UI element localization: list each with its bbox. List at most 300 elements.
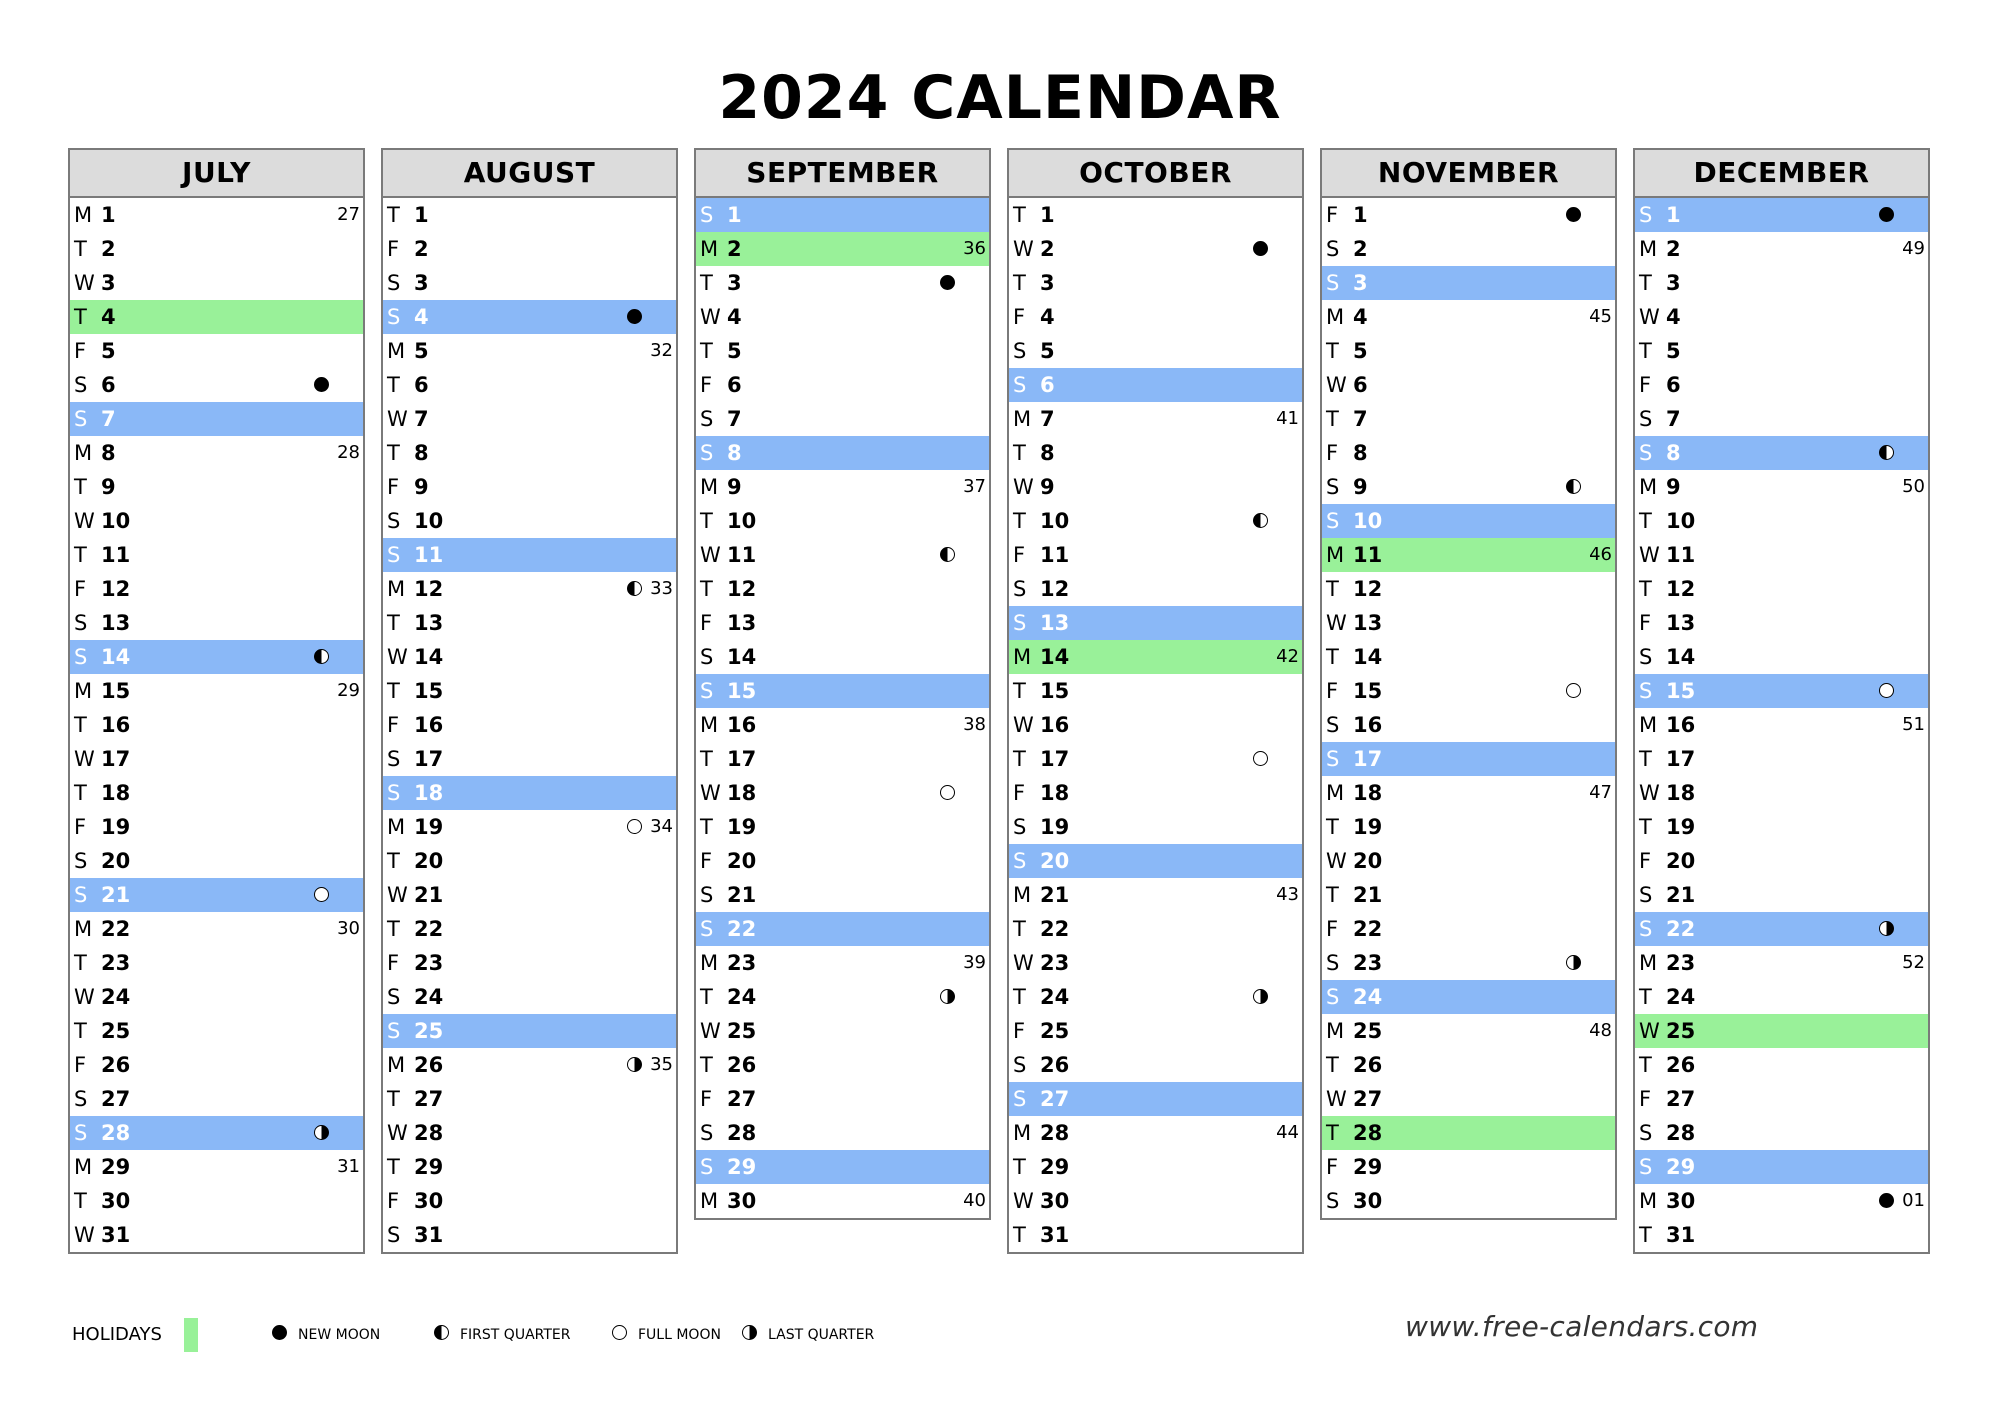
weekday-letter: M	[700, 475, 719, 499]
day-row	[1009, 946, 1302, 980]
weekday-letter: T	[74, 1189, 87, 1213]
day-row	[696, 334, 989, 368]
day-number: 6	[1666, 373, 1681, 397]
day-row	[383, 606, 676, 640]
weekday-letter: T	[74, 1019, 87, 1043]
weekday-letter: F	[1013, 1019, 1026, 1043]
day-number: 29	[1666, 1155, 1696, 1179]
week-number: 51	[1902, 714, 1925, 735]
weekday-letter: M	[74, 203, 93, 227]
day-number: 24	[727, 985, 757, 1009]
weekday-letter: S	[387, 509, 401, 533]
weekday-letter: T	[700, 747, 713, 771]
weekday-letter: M	[387, 339, 406, 363]
day-number: 17	[101, 747, 131, 771]
weekday-letter: S	[700, 1155, 714, 1179]
day-number: 29	[1353, 1155, 1383, 1179]
day-number: 18	[101, 781, 131, 805]
week-number: 28	[337, 442, 360, 463]
day-row	[1009, 504, 1302, 538]
day-row	[1009, 912, 1302, 946]
day-row	[383, 878, 676, 912]
day-number: 11	[727, 543, 757, 567]
weekday-letter: T	[700, 985, 713, 1009]
day-row	[383, 504, 676, 538]
weekday-letter: W	[1639, 1019, 1660, 1043]
day-number: 25	[727, 1019, 757, 1043]
day-number: 23	[101, 951, 131, 975]
day-number: 8	[101, 441, 116, 465]
day-number: 20	[727, 849, 757, 873]
day-row	[70, 980, 363, 1014]
months-container	[68, 148, 1932, 1258]
day-row	[70, 538, 363, 572]
weekday-letter: S	[387, 543, 401, 567]
day-number: 11	[1666, 543, 1696, 567]
day-number: 10	[101, 509, 131, 533]
weekday-letter: T	[387, 1155, 400, 1179]
weekday-letter: S	[1326, 713, 1340, 737]
weekday-letter: T	[1013, 1223, 1026, 1247]
weekday-letter: M	[1326, 543, 1345, 567]
day-row	[383, 266, 676, 300]
day-row	[1322, 776, 1615, 810]
day-row	[1009, 980, 1302, 1014]
weekday-letter: M	[700, 713, 719, 737]
day-row	[1635, 640, 1928, 674]
weekday-letter: S	[1639, 441, 1653, 465]
weekday-letter: F	[700, 849, 713, 873]
last-quarter-moon-icon	[627, 1057, 642, 1072]
day-number: 13	[1666, 611, 1696, 635]
day-number: 23	[1040, 951, 1070, 975]
day-number: 2	[1353, 237, 1368, 261]
day-row	[1635, 1014, 1928, 1048]
week-number: 40	[963, 1190, 986, 1211]
weekday-letter: T	[1639, 509, 1652, 533]
weekday-letter: W	[1013, 1189, 1034, 1213]
day-row	[696, 1150, 989, 1184]
weekday-letter: S	[1326, 747, 1340, 771]
day-row	[383, 674, 676, 708]
new-moon-icon	[940, 275, 955, 290]
day-row	[383, 708, 676, 742]
weekday-letter: W	[1326, 1087, 1347, 1111]
day-row	[70, 300, 363, 334]
day-row	[696, 844, 989, 878]
weekday-letter: F	[1013, 305, 1026, 329]
day-row	[70, 878, 363, 912]
weekday-letter: S	[1013, 339, 1027, 363]
month-december	[1633, 148, 1930, 1254]
day-row	[383, 1014, 676, 1048]
day-number: 15	[727, 679, 757, 703]
day-number: 29	[101, 1155, 131, 1179]
legend-holidays-label: HOLIDAYS	[72, 1324, 162, 1345]
day-number: 4	[101, 305, 116, 329]
weekday-letter: T	[1013, 917, 1026, 941]
day-row	[1009, 402, 1302, 436]
day-row	[383, 334, 676, 368]
weekday-letter: W	[1013, 475, 1034, 499]
day-row	[1322, 436, 1615, 470]
day-row	[1322, 470, 1615, 504]
day-number: 20	[101, 849, 131, 873]
weekday-letter: S	[1326, 985, 1340, 1009]
weekday-letter: M	[1639, 237, 1658, 261]
day-number: 12	[1666, 577, 1696, 601]
day-row	[70, 266, 363, 300]
weekday-letter: T	[74, 475, 87, 499]
weekday-letter: T	[387, 1087, 400, 1111]
day-row	[696, 980, 989, 1014]
weekday-letter: M	[1326, 1019, 1345, 1043]
weekday-letter: S	[1639, 1155, 1653, 1179]
day-number: 27	[101, 1087, 131, 1111]
day-number: 31	[101, 1223, 131, 1247]
weekday-letter: W	[1326, 611, 1347, 635]
weekday-letter: W	[387, 883, 408, 907]
day-row	[70, 402, 363, 436]
calendar-title: 2024 CALENDAR	[718, 63, 1282, 133]
week-number: 34	[650, 816, 673, 837]
day-number: 14	[727, 645, 757, 669]
weekday-letter: T	[1013, 679, 1026, 703]
weekday-letter: F	[387, 475, 400, 499]
weekday-letter: W	[1013, 951, 1034, 975]
day-row	[696, 674, 989, 708]
day-number: 23	[727, 951, 757, 975]
day-number: 25	[101, 1019, 131, 1043]
day-row	[1322, 980, 1615, 1014]
weekday-letter: T	[74, 713, 87, 737]
day-number: 28	[1666, 1121, 1696, 1145]
day-row	[70, 674, 363, 708]
day-number: 9	[1040, 475, 1055, 499]
day-number: 10	[414, 509, 444, 533]
day-row	[1322, 878, 1615, 912]
weekday-letter: T	[387, 441, 400, 465]
day-row	[1635, 198, 1928, 232]
day-number: 17	[1040, 747, 1070, 771]
weekday-letter: S	[700, 407, 714, 431]
day-number: 1	[1040, 203, 1055, 227]
day-number: 23	[414, 951, 444, 975]
weekday-letter: F	[700, 1087, 713, 1111]
weekday-letter: F	[1326, 917, 1339, 941]
day-number: 2	[414, 237, 429, 261]
day-number: 13	[1040, 611, 1070, 635]
day-number: 3	[1040, 271, 1055, 295]
day-number: 9	[414, 475, 429, 499]
week-number: 45	[1589, 306, 1612, 327]
weekday-letter: S	[387, 781, 401, 805]
day-number: 26	[727, 1053, 757, 1077]
month-header: SEPTEMBER	[696, 150, 989, 198]
weekday-letter: S	[700, 441, 714, 465]
day-number: 9	[727, 475, 742, 499]
day-number: 16	[101, 713, 131, 737]
full-moon-icon	[612, 1325, 627, 1340]
day-row	[383, 742, 676, 776]
full-moon-icon	[940, 785, 955, 800]
day-number: 28	[1040, 1121, 1070, 1145]
day-row	[1322, 232, 1615, 266]
day-row	[1322, 742, 1615, 776]
day-row	[70, 810, 363, 844]
weekday-letter: W	[74, 747, 95, 771]
day-number: 12	[727, 577, 757, 601]
day-number: 25	[1040, 1019, 1070, 1043]
weekday-letter: T	[387, 373, 400, 397]
day-row	[1009, 572, 1302, 606]
day-number: 12	[1040, 577, 1070, 601]
day-number: 27	[1040, 1087, 1070, 1111]
day-row	[1322, 266, 1615, 300]
weekday-letter: T	[1326, 1053, 1339, 1077]
day-number: 26	[1353, 1053, 1383, 1077]
weekday-letter: M	[387, 577, 406, 601]
weekday-letter: S	[1326, 1189, 1340, 1213]
weekday-letter: S	[1326, 271, 1340, 295]
day-number: 3	[1353, 271, 1368, 295]
day-row	[383, 232, 676, 266]
new-moon-icon	[1879, 1193, 1894, 1208]
day-number: 15	[414, 679, 444, 703]
day-number: 22	[1353, 917, 1383, 941]
weekday-letter: T	[1326, 815, 1339, 839]
weekday-letter: M	[387, 1053, 406, 1077]
day-row	[1322, 1184, 1615, 1218]
day-number: 25	[414, 1019, 444, 1043]
day-row	[696, 198, 989, 232]
day-number: 17	[1666, 747, 1696, 771]
weekday-letter: S	[74, 1087, 88, 1111]
weekday-letter: T	[1326, 645, 1339, 669]
full-moon-icon	[314, 887, 329, 902]
day-row	[1322, 1014, 1615, 1048]
day-row	[696, 912, 989, 946]
weekday-letter: S	[74, 611, 88, 635]
weekday-letter: F	[1639, 1087, 1652, 1111]
day-number: 23	[1666, 951, 1696, 975]
day-row	[1322, 674, 1615, 708]
day-number: 9	[1353, 475, 1368, 499]
day-number: 7	[1040, 407, 1055, 431]
day-row	[1009, 368, 1302, 402]
day-row	[1635, 470, 1928, 504]
weekday-letter: T	[1013, 509, 1026, 533]
week-number: 27	[337, 204, 360, 225]
week-number: 52	[1902, 952, 1925, 973]
last-quarter-moon-icon	[1879, 921, 1894, 936]
day-row	[1009, 1218, 1302, 1252]
legend-new-moon-label: NEW MOON	[298, 1327, 381, 1343]
day-number: 22	[1040, 917, 1070, 941]
day-number: 7	[414, 407, 429, 431]
week-number: 32	[650, 340, 673, 361]
day-number: 26	[1040, 1053, 1070, 1077]
weekday-letter: T	[1013, 271, 1026, 295]
weekday-letter: F	[1639, 611, 1652, 635]
day-row	[383, 436, 676, 470]
month-october	[1007, 148, 1304, 1254]
day-row	[70, 436, 363, 470]
day-number: 21	[1353, 883, 1383, 907]
weekday-letter: W	[387, 645, 408, 669]
day-row	[1635, 912, 1928, 946]
weekday-letter: T	[74, 951, 87, 975]
weekday-letter: S	[1639, 1121, 1653, 1145]
day-row	[70, 708, 363, 742]
week-number: 48	[1589, 1020, 1612, 1041]
day-number: 8	[1353, 441, 1368, 465]
weekday-letter: T	[1326, 883, 1339, 907]
weekday-letter: M	[1013, 883, 1032, 907]
weekday-letter: T	[1639, 1223, 1652, 1247]
weekday-letter: S	[1639, 203, 1653, 227]
day-row	[1009, 776, 1302, 810]
day-row	[70, 334, 363, 368]
day-row	[70, 572, 363, 606]
day-number: 22	[1666, 917, 1696, 941]
day-number: 2	[1040, 237, 1055, 261]
weekday-letter: S	[387, 271, 401, 295]
day-number: 30	[1666, 1189, 1696, 1213]
day-row	[1635, 606, 1928, 640]
weekday-letter: F	[74, 339, 87, 363]
day-row	[1635, 504, 1928, 538]
weekday-letter: S	[387, 985, 401, 1009]
day-number: 13	[414, 611, 444, 635]
day-number: 6	[727, 373, 742, 397]
day-number: 6	[414, 373, 429, 397]
weekday-letter: T	[1326, 407, 1339, 431]
day-row	[1635, 1184, 1928, 1218]
day-row	[1009, 334, 1302, 368]
day-row	[1635, 742, 1928, 776]
legend-holidays-swatch	[184, 1318, 198, 1352]
day-number: 8	[414, 441, 429, 465]
weekday-letter: M	[1639, 713, 1658, 737]
weekday-letter: W	[1639, 781, 1660, 805]
first-quarter-moon-icon	[1879, 445, 1894, 460]
day-row	[1322, 912, 1615, 946]
day-row	[696, 470, 989, 504]
day-number: 19	[1353, 815, 1383, 839]
day-number: 3	[727, 271, 742, 295]
weekday-letter: T	[1326, 339, 1339, 363]
first-quarter-moon-icon	[314, 649, 329, 664]
weekday-letter: M	[700, 1189, 719, 1213]
month-november	[1320, 148, 1617, 1220]
day-number: 4	[1666, 305, 1681, 329]
day-number: 30	[1040, 1189, 1070, 1213]
weekday-letter: S	[387, 305, 401, 329]
day-number: 5	[1353, 339, 1368, 363]
day-row	[696, 1048, 989, 1082]
day-number: 25	[1353, 1019, 1383, 1043]
day-row	[1009, 538, 1302, 572]
day-number: 31	[414, 1223, 444, 1247]
weekday-letter: S	[700, 679, 714, 703]
weekday-letter: T	[1013, 985, 1026, 1009]
day-row	[1009, 1184, 1302, 1218]
weekday-letter: T	[1639, 747, 1652, 771]
day-row	[1009, 1116, 1302, 1150]
day-row	[1009, 436, 1302, 470]
weekday-letter: T	[700, 509, 713, 533]
full-moon-icon	[1566, 683, 1581, 698]
day-number: 1	[727, 203, 742, 227]
new-moon-icon	[272, 1325, 287, 1340]
day-row	[1322, 606, 1615, 640]
week-number: 36	[963, 238, 986, 259]
day-row	[696, 436, 989, 470]
last-quarter-moon-icon	[940, 989, 955, 1004]
day-number: 7	[1666, 407, 1681, 431]
day-number: 21	[101, 883, 131, 907]
weekday-letter: T	[700, 1053, 713, 1077]
day-number: 10	[1353, 509, 1383, 533]
day-row	[383, 572, 676, 606]
full-moon-icon	[1253, 751, 1268, 766]
day-number: 29	[1040, 1155, 1070, 1179]
day-number: 29	[414, 1155, 444, 1179]
weekday-letter: T	[1639, 271, 1652, 295]
weekday-letter: T	[387, 917, 400, 941]
day-row	[1635, 674, 1928, 708]
day-row	[1009, 708, 1302, 742]
day-row	[696, 300, 989, 334]
last-quarter-moon-icon	[1566, 955, 1581, 970]
last-quarter-moon-icon	[742, 1325, 757, 1340]
day-number: 12	[1353, 577, 1383, 601]
day-row	[383, 368, 676, 402]
week-number: 30	[337, 918, 360, 939]
day-number: 28	[414, 1121, 444, 1145]
day-row	[383, 1218, 676, 1252]
day-row	[70, 1116, 363, 1150]
weekday-letter: S	[1326, 509, 1340, 533]
day-row	[696, 504, 989, 538]
day-row	[383, 300, 676, 334]
last-quarter-moon-icon	[314, 1125, 329, 1140]
weekday-letter: F	[387, 951, 400, 975]
weekday-letter: W	[700, 305, 721, 329]
day-row	[696, 606, 989, 640]
day-number: 20	[1353, 849, 1383, 873]
weekday-letter: T	[1639, 577, 1652, 601]
day-row	[1635, 436, 1928, 470]
week-number: 31	[337, 1156, 360, 1177]
weekday-letter: S	[387, 1019, 401, 1043]
weekday-letter: S	[1013, 611, 1027, 635]
day-number: 2	[1666, 237, 1681, 261]
weekday-letter: T	[1013, 441, 1026, 465]
day-row	[1009, 742, 1302, 776]
weekday-letter: F	[1326, 679, 1339, 703]
day-row	[1635, 266, 1928, 300]
day-number: 19	[727, 815, 757, 839]
day-row	[1635, 368, 1928, 402]
day-row	[1635, 708, 1928, 742]
day-row	[696, 810, 989, 844]
weekday-letter: F	[1013, 781, 1026, 805]
legend-first-quarter-label: FIRST QUARTER	[460, 1327, 571, 1343]
week-number: 49	[1902, 238, 1925, 259]
weekday-letter: F	[1326, 203, 1339, 227]
